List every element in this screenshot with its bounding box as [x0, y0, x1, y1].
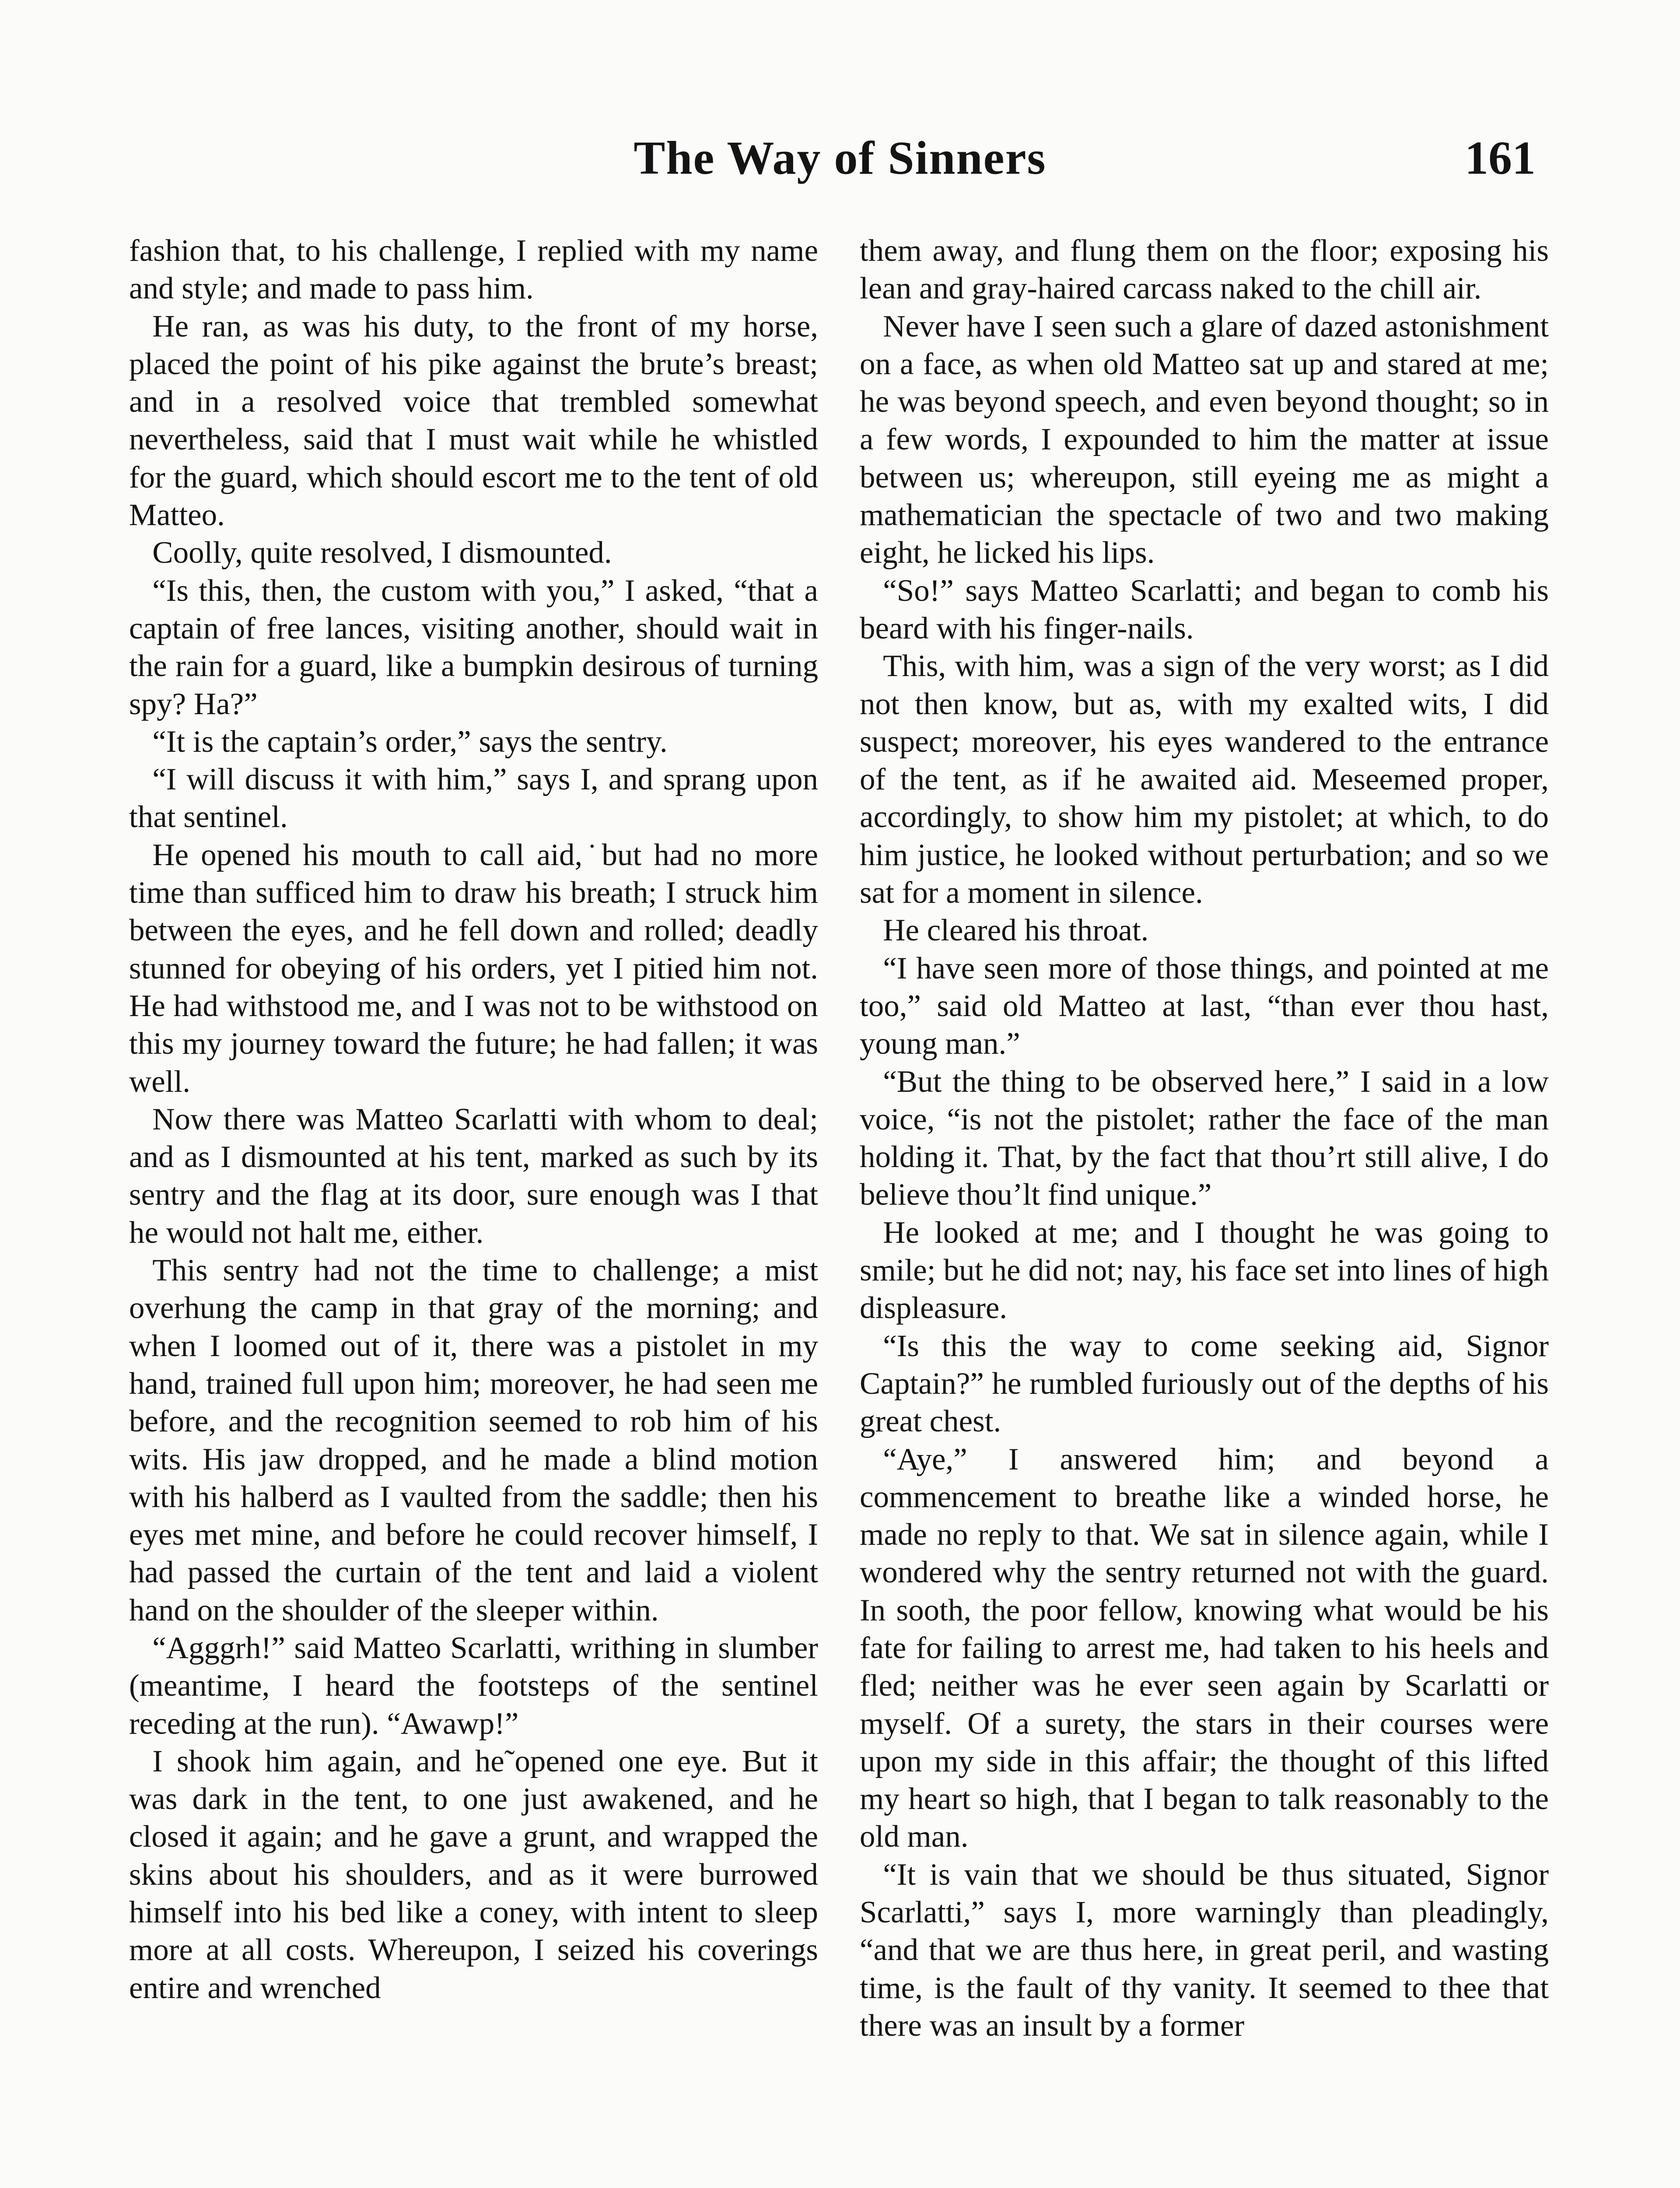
- paragraph: Coolly, quite resolved, I dismounted.: [152, 536, 612, 570]
- paragraph: This sentry had not the time to challenge; a mist overhung the camp in that gray of the morning; and when I loomed out of it, there was a pistolet in my hand, trained full upon him; moreover, he had seen me before, and the recognition seemed to rob him of his wits. His jaw dropped, and he made a blind motion with his halberd as I vaulted from the saddle; then his eyes met mine, and before he could recover himself, I had passed the curtain of the tent and laid a violent hand on the shoulder of the sleeper within.: [129, 1253, 818, 1627]
- paragraph: He cleared his throat.: [883, 913, 1149, 948]
- paragraph: Never have I seen such a glare of dazed astonishment on a face, as when old Matteo sat up and stared at me; he was beyond speech, and even beyond thought; so in a few words, I expounded to him the matter at issue between us; whereupon, still eyeing me as might a mathematician the spectacle of two and two making eight, he licked his lips.: [860, 309, 1549, 570]
- paragraph: “Is this the way to come seeking aid, Signor Captain?” he rumbled furiously out of the depths of his great chest.: [860, 1329, 1549, 1439]
- paragraph: He looked at me; and I thought he was going to smile; but he did not; nay, his face set into lines of high displeasure.: [860, 1215, 1549, 1325]
- paragraph: “Is this, then, the custom with you,” I asked, “that a captain of free lances, visiting another, should wait in the rain for a guard, like a bumpkin desirous of turning spy? Ha?”: [129, 573, 818, 721]
- paragraph: “I will discuss it with him,” says I, and sprang upon that sentinel.: [129, 762, 818, 835]
- paragraph: “Aye,” I answered him; and beyond a commencement to breathe like a winded horse, he made no reply to that. We sat in silence again, while I wondered why the sentry returned not with the guard. In sooth, the poor fellow, knowing what would be his fate for failing to arrest me, had taken to his heels and fled; neither was he ever seen again by Scarlatti or myself. Of a surety, the stars in their courses were upon my side in this affair; the thought of this lifted my heart so high, that I began to talk reasonably to the old man.: [860, 1442, 1549, 1854]
- paragraph: “It is the captain’s order,” says the sentry.: [152, 724, 668, 759]
- running-title: The Way of Sinners: [634, 132, 1046, 184]
- paragraph: fashion that, to his challenge, I replied with my name and style; and made to pass him.: [129, 234, 818, 306]
- paragraph: He opened his mouth to call aid,˙but had no more time than sufficed him to draw his breath; I struck him between the eyes, and he fell down and rolled; deadly stunned for obeying of his orders, yet I pitied him not. He had withstood me, and I was not to be withstood on this my journey toward the future; he had fallen; it was well.: [129, 838, 818, 1099]
- paragraph: them away, and flung them on the floor; exposing his lean and gray-haired carcass naked to the chill air.: [860, 234, 1549, 306]
- page-number: 161: [1465, 132, 1536, 184]
- left-column: [129, 232, 818, 2188]
- paragraph: This, with him, was a sign of the very worst; as I did not then know, but as, with my exalted wits, I did suspect; moreover, his eyes wandered to the entrance of the tent, as if he awaited aid. Meseemed proper, accordingly, to show him my pistolet; at which, to do him justice, he looked without perturbation; and so we sat for a moment in silence.: [860, 649, 1549, 910]
- right-column: [860, 232, 1549, 2188]
- paragraph: “So!” says Matteo Scarlatti; and began to comb his beard with his finger-nails.: [860, 573, 1549, 645]
- paragraph: Now there was Matteo Scarlatti with whom to deal; and as I dismounted at his tent, marked as such by its sentry and the flag at its door, sure enough was I that he would not halt me, either.: [129, 1102, 818, 1250]
- paragraph: “But the thing to be observed here,” I said in a low voice, “is not the pistolet; rather the face of the man holding it. That, by the fact that thou’rt still alive, I do believe thou’lt find unique.”: [860, 1064, 1549, 1212]
- paragraph: He ran, as was his duty, to the front of my horse, placed the point of his pike against the brute’s breast; and in a resolved voice that trembled somewhat nevertheless, said that I must wait while he whistled for the guard, which should escort me to the tent of old Matteo.: [129, 309, 818, 533]
- paragraph: “Agggrh!” said Matteo Scarlatti, writhing in slumber (meantime, I heard the footsteps of the sentinel receding at the run). “Awawp!”: [129, 1630, 818, 1741]
- paragraph: “It is vain that we should be thus situated, Signor Scarlatti,” says I, more warningly than pleadingly, “and that we are thus here, in great peril, and wasting time, is the fault of thy vanity. It seemed to thee that there was an insult by a former: [860, 1857, 1549, 2043]
- paragraph: I shook him again, and he˜opened one eye. But it was dark in the tent, to one just awakened, and he closed it again; and he gave a grunt, and wrapped the skins about his shoulders, and as it were burrowed himself into his bed like a coney, with intent to sleep more at all costs. Whereupon, I seized his coverings entire and wrenched: [129, 1744, 818, 2005]
- paragraph: “I have seen more of those things, and pointed at me too,” said old Matteo at last, “than ever thou hast, young man.”: [860, 951, 1549, 1061]
- page-header: [0, 0, 1680, 228]
